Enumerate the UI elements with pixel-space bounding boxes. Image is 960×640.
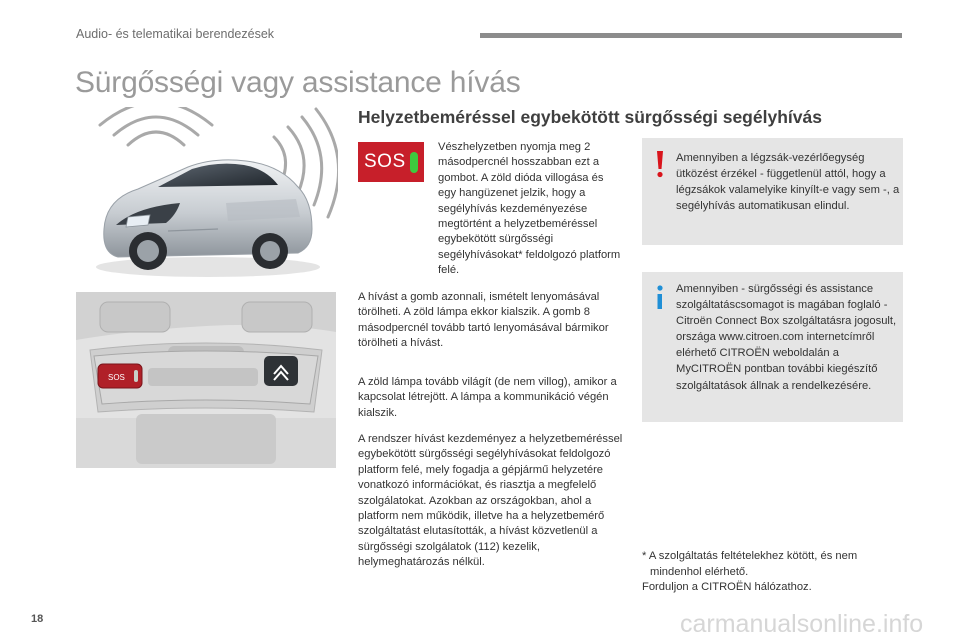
- info-note-text: Amennyiben - sürgősségi és assistance szolgáltatáscsomagot is magában foglaló - Citroën Connect Box szolgáltatásra jogosult, országa www.citroen.com internetcímről elérhető CITROËN weboldalán a MyCITROËN pontban további kiegészítő szolgáltatások állnak a rendelkezésére.: [676, 283, 897, 392]
- car-illustration: [76, 107, 338, 281]
- console-sos-label: SOS: [108, 373, 125, 382]
- page-number: 18: [31, 613, 44, 625]
- overhead-console-icon: [76, 292, 336, 468]
- instruction-cancel-call: A hívást a gomb azonnali, ismételt lenyomásával törölheti. A zöld lámpa ekkor kialszik. A gomb 8 másodpercnél tovább tartó lenyomásával bármikor törölheti a hívást.: [358, 291, 609, 350]
- header-section-label: Audio- és telematikai berendezések: [76, 27, 275, 41]
- section-heading: Helyzetbeméréssel egybekötött sürgősségi segélyhívás: [358, 107, 822, 127]
- footnote-line-2: mindenhol elérhető.: [650, 565, 749, 578]
- footnote-line-3: Forduljon a CITROËN hálózathoz.: [642, 581, 812, 594]
- watermark: carmanualsonline.info: [680, 610, 924, 638]
- info-note: [642, 272, 903, 422]
- console-illustration: [76, 292, 336, 468]
- instruction-system-call: A rendszer hívást kezdeményez a helyzetbeméréssel egybekötött sürgősségi segélyhívásokat feldolgozó platform felé, mely fogadja a gépjármű helyzetére vonatkozó információkat, és riasztja a megfelelő szolgálatokat. Azokban az országokban, ahol a platform nem működik, illetve ha a helyzetbemérő szolgáltatást elutasították, a hívást közvetlenül a sürgősségi szolgálatok (112) kezelik, helymeghatározás nélkül.: [358, 433, 623, 569]
- exclamation-icon: [654, 149, 666, 179]
- footnote-line-1: * A szolgáltatás feltételekhez kötött, és nem: [642, 550, 858, 562]
- warning-note-text: Amennyiben a légzsák-vezérlőegység ütközést érzékel - függetlenül attól, hogy a légzsákok valamelyike kinyílt-e vagy sem -, a segélyhívás automatikusan elindul.: [676, 152, 900, 213]
- sos-button-illustration: [358, 142, 424, 182]
- header-divider: [480, 33, 902, 38]
- info-icon: [654, 283, 666, 313]
- sos-label: SOS: [364, 151, 406, 172]
- sos-led-icon: [410, 152, 418, 173]
- instruction-press-button: Vészhelyzetben nyomja meg 2 másodpercnél hosszabban ezt a gombot. A zöld dióda villogása és egy hangüzenet jelzik, hogy a segélyhívás kezdeményezése megtörtént a helyzetbeméréssel egybekötött sürgősségi segélyhívásokat* feldolgozó platform felé.: [438, 141, 621, 277]
- instruction-connection: A zöld lámpa tovább világít (de nem villog), amikor a kapcsolat létrejött. A lámpa a kommunikáció végén kialszik.: [358, 376, 617, 419]
- footnote: [642, 549, 912, 596]
- car-with-signal-icon: [76, 107, 338, 281]
- warning-note: [642, 138, 903, 245]
- page-title: Sürgősségi vagy assistance hívás: [75, 66, 521, 99]
